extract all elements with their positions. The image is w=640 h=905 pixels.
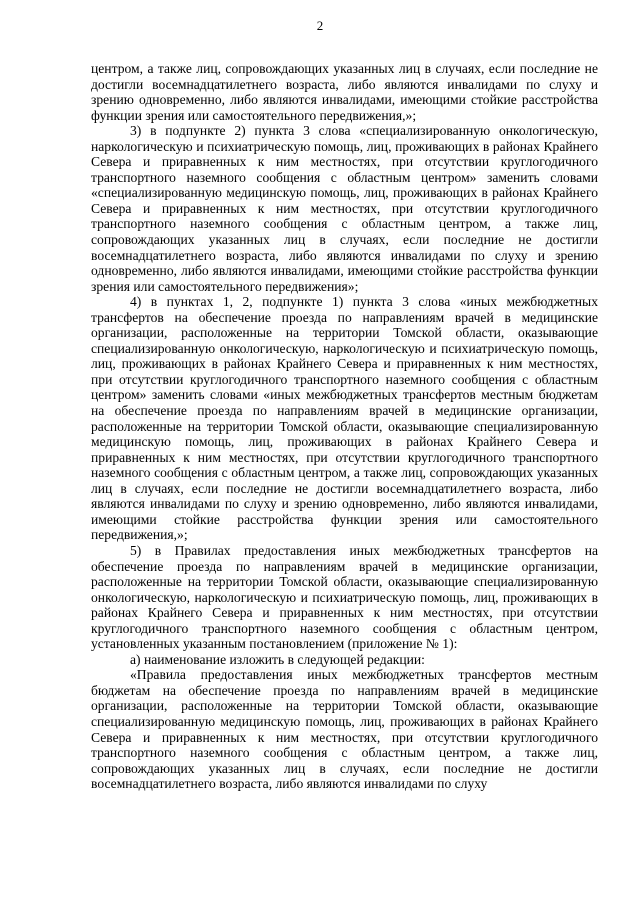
document-body: [91, 61, 598, 792]
paragraph-subitem-a: а) наименование изложить в следующей редакции:: [130, 651, 425, 667]
paragraph-continuation: центром, а также лиц, сопровождающих указанных лиц в случаях, если последние не достигли восемнадцатилетнего возраста, либо являются инвалидами по слуху и зрению одновременно, либо являются инвалидами, имеющими стойкие расстройства функции зрения или самостоятельного передвижения,»;: [91, 61, 598, 123]
paragraph-item-4: 4) в пунктах 1, 2, подпункте 1) пункта 3 слова «иных межбюджетных трансфертов на обеспечение проезда по направлениям врачей в медицинские организации, расположенные на территории Томской области, оказывающие специализированную онкологическую, наркологическую и психиатрическую помощь, лиц, проживающих в районах Крайнего Севера и приравненных к ним местностях, при отсутствии круглогодичного транспортного наземного сообщения с областным центром» заменить словами «иных межбюджетных трансфертов местным бюджетам на обеспечение проезда по направлениям врачей в медицинские организации, расположенные на территории Томской области, оказывающие специализированную медицинскую помощь, лиц, проживающих в районах Крайнего Севера и приравненных к ним местностях, при отсутствии круглогодичного транспортного наземного сообщения с областным центром, а также лиц, сопровождающих указанных лиц в случаях, если последние не достигли восемнадцатилетнего возраста, либо являются инвалидами по слуху и зрению одновременно, либо являются инвалидами, имеющими стойкие расстройства функции зрения или самостоятельного передвижения,»;: [91, 294, 598, 543]
paragraph-new-title: «Правила предоставления иных межбюджетных трансфертов местным бюджетам на обеспечение проезда по направлениям врачей в медицинские организации, расположенные на территории Томской области, оказывающие специализированную медицинскую помощь, лиц, проживающих в районах Крайнего Севера и приравненных к ним местностях, при отсутствии круглогодичного транспортного наземного сообщения с областным центром, а также лиц, сопровождающих указанных лиц в случаях, если последние не достигли восемнадцатилетнего возраста, либо являются инвалидами по слуху: [91, 667, 598, 792]
paragraph-item-5: 5) в Правилах предоставления иных межбюджетных трансфертов на обеспечение проезда по направлениям врачей в медицинские организации, расположенные на территории Томской области, оказывающие специализированную онкологическую, наркологическую и психиатрическую помощь, лиц, проживающих в районах Крайнего Севера и приравненных к ним местностях, при отсутствии круглогодичного транспортного наземного сообщения с областным центром, установленных указанным постановлением (приложение № 1):: [91, 542, 598, 652]
page-number: 2: [316, 18, 324, 33]
paragraph-item-3: 3) в подпункте 2) пункта 3 слова «специализированную онкологическую, наркологическую и психиатрическую помощь, лиц, проживающих в районах Крайнего Севера и приравненных к ним местностях, при отсутствии круглогодичного транспортного наземного сообщения с областным центром» заменить словами «специализированную медицинскую помощь, лиц, проживающих в районах Крайнего Севера и приравненных к ним местностях, при отсутствии круглогодичного транспортного наземного сообщения с областным центром, а также лиц, сопровождающих указанных лиц в случаях, если последние не достигли восемнадцатилетнего возраста, либо являются инвалидами по слуху и зрению одновременно, либо являются инвалидами, имеющими стойкие расстройства функции зрения или самостоятельного передвижения»;: [91, 123, 598, 294]
